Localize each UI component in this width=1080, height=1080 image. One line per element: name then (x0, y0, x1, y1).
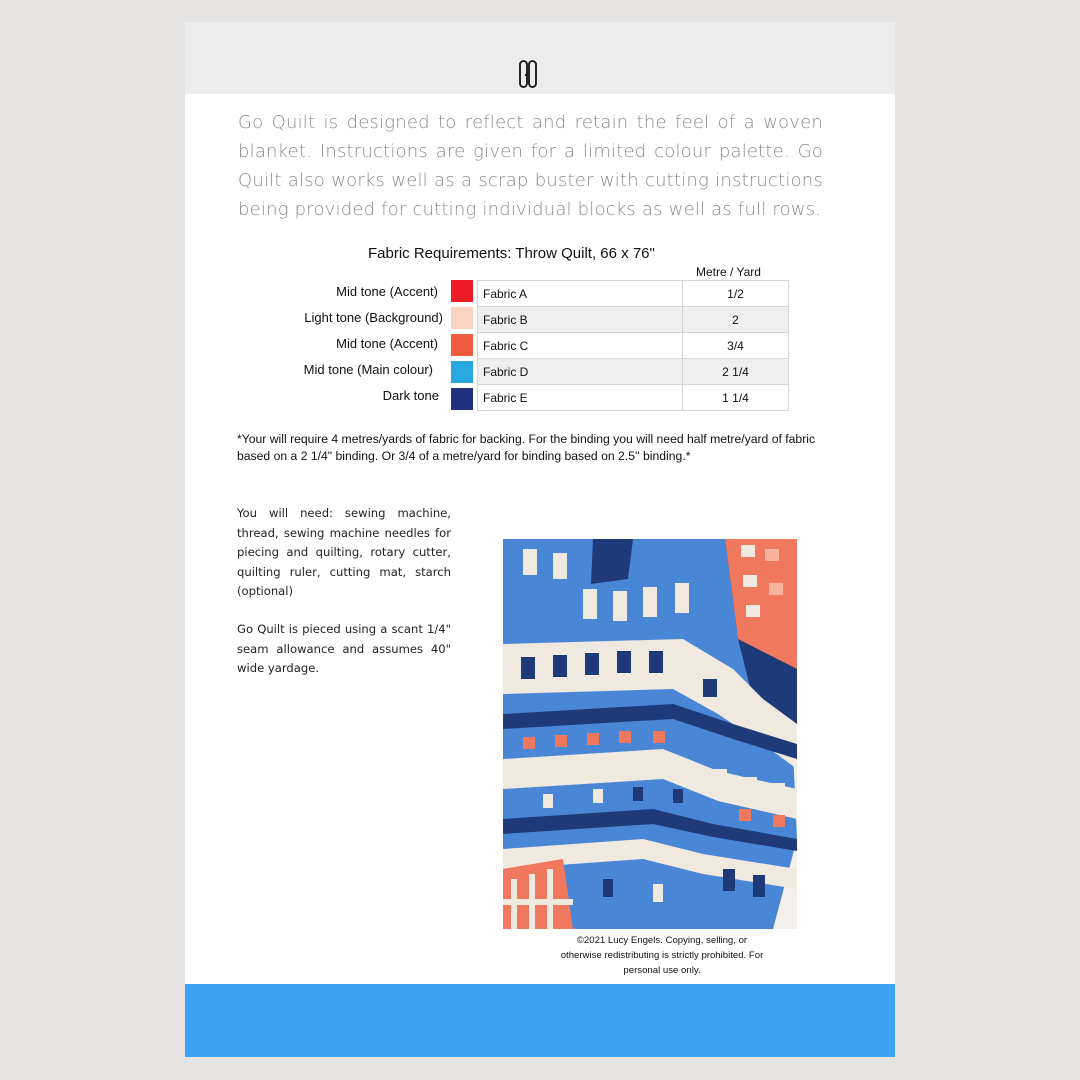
seam-paragraph: Go Quilt is pieced using a scant 1/4" seam allowance and assumes 40" wide yardage. (237, 622, 451, 675)
table-row (478, 359, 789, 385)
pattern-page (185, 22, 895, 1057)
amount-cell: 2 (683, 307, 789, 333)
color-swatch (451, 361, 473, 383)
amount-cell: 1/2 (683, 281, 789, 307)
amount-cell: 3/4 (683, 333, 789, 359)
tone-label: Mid tone (Main colour) (303, 362, 433, 377)
column-header: Metre / Yard (696, 265, 761, 279)
table-row (478, 385, 789, 411)
tone-label: Light tone (Background) (304, 310, 443, 325)
tone-label: Mid tone (Accent) (336, 336, 438, 351)
color-swatch (451, 388, 473, 410)
supplies-paragraph: You will need: sewing machine, thread, sewing machine needles for piecing and quilting, rotary cutter, quilting ruler, cutting mat, starch (optional) (237, 506, 451, 598)
fabric-cell: Fabric C (478, 333, 683, 359)
amount-cell: 1 1/4 (683, 385, 789, 411)
color-swatch (451, 307, 473, 329)
intro-paragraph: Go Quilt is designed to reflect and retain the feel of a woven blanket. Instructions are given for a limited colour palette. Go Quilt also works well as a scrap buster with cutting instructions being provided for cutting individual blocks as well as full rows. (238, 112, 823, 220)
backing-note: *Your will require 4 metres/yards of fabric for backing. For the binding you will need half metre/yard of fabric based on a 2 1/4" binding. Or 3/4 of a metre/yard for binding based on 2.5'' binding.* (237, 432, 816, 463)
color-swatch (451, 334, 473, 356)
tone-labels (185, 22, 443, 422)
table-row (478, 307, 789, 333)
requirements-title: Fabric Requirements: Throw Quilt, 66 x 76" (368, 245, 655, 262)
fabric-cell: Fabric A (478, 281, 683, 307)
photo-caption: ©2021 Lucy Engels. Copying, selling, or otherwise redistributing is strictly prohibited. For personal use only. (560, 935, 764, 976)
quilt-photo (503, 539, 797, 929)
table-row (478, 281, 789, 307)
color-swatch (451, 280, 473, 302)
fabric-table (477, 280, 789, 411)
amount-cell: 2 1/4 (683, 359, 789, 385)
tone-label: Dark tone (382, 388, 439, 403)
table-row (478, 333, 789, 359)
go-logo-icon (519, 60, 537, 88)
fabric-cell: Fabric E (478, 385, 683, 411)
footer-band (185, 984, 895, 1057)
fabric-cell: Fabric D (478, 359, 683, 385)
fabric-cell: Fabric B (478, 307, 683, 333)
tone-label: Mid tone (Accent) (336, 284, 438, 299)
